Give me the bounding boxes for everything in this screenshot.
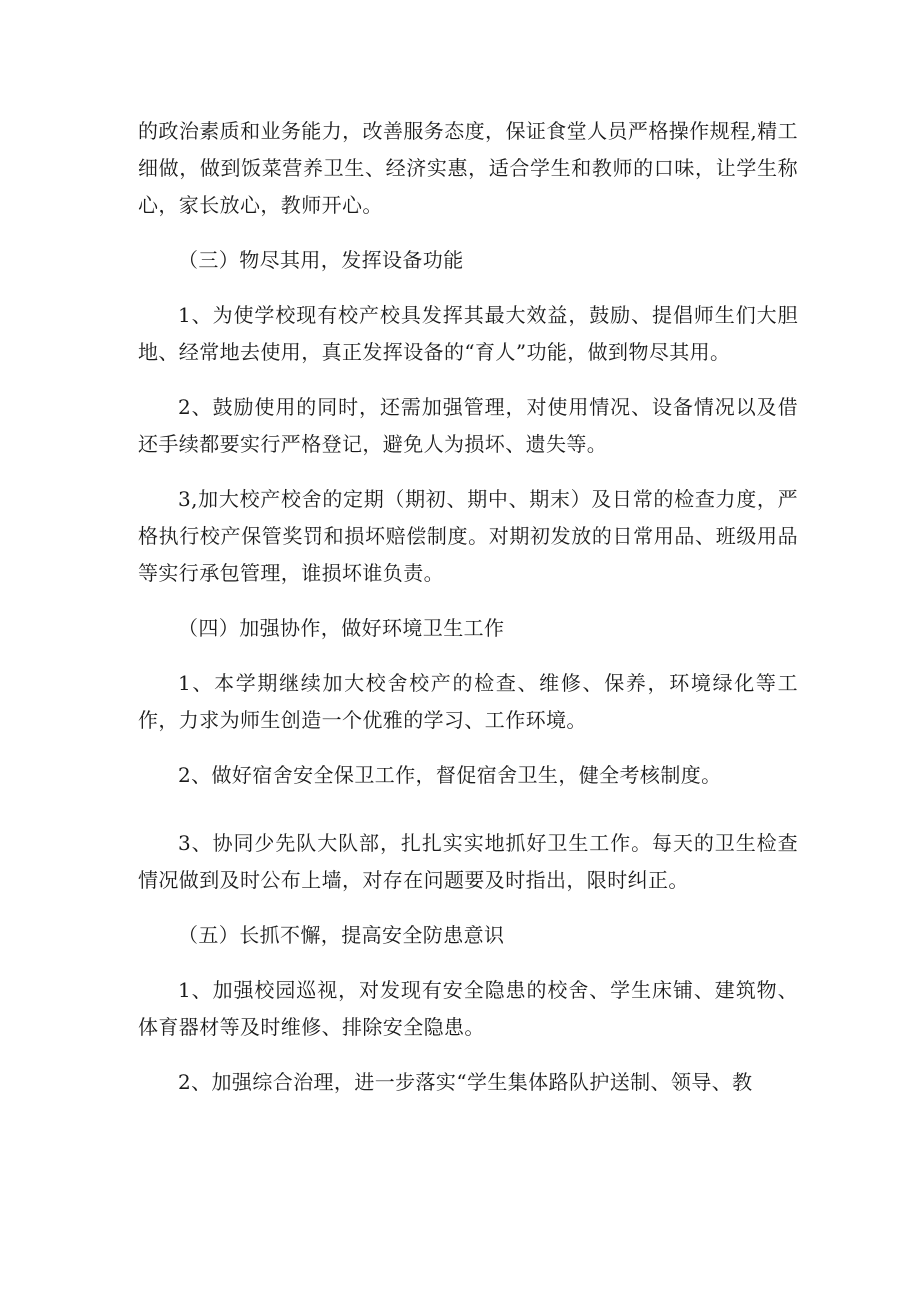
paragraph-item: 2、做好宿舍安全保卫工作，督促宿舍卫生，健全考核制度。 — [178, 763, 722, 787]
paragraph-item: 3,加大校产校舍的定期（期初、期中、期末）及日常的检查力度，严格执行校产保管奖罚和损坏赔偿制度。对期初发放的日常用品、班级用品等实行承包管理，谁损坏谁负责。 — [138, 487, 798, 585]
paragraph-item: 1、为使学校现有校产校具发挥其最大效益，鼓励、提倡师生们大胆地、经常地去使用，真正发挥设备的“育人”功能，做到物尽其用。 — [138, 303, 798, 364]
paragraph-item: 3、协同少先队大队部，扎扎实实地抓好卫生工作。每天的卫生检查情况做到及时公布上墙，对存在问题要及时指出，限时纠正。 — [138, 831, 798, 892]
document-page — [138, 113, 798, 1101]
section-heading-3: （三）物尽其用，发挥设备功能 — [178, 248, 464, 272]
section-heading-4: （四）加强协作，做好环境卫生工作 — [178, 616, 505, 640]
section-heading-5: （五）长抓不懈，提高安全防患意识 — [178, 923, 505, 947]
paragraph-item: 1、加强校园巡视，对发现有安全隐患的校舍、学生床铺、建筑物、体育器材等及时维修、排除安全隐患。 — [138, 978, 798, 1039]
paragraph-item: 1、本学期继续加大校舍校产的检查、维修、保养，环境绿化等工作，力求为师生创造一个优雅的学习、工作环境。 — [138, 671, 798, 732]
paragraph-continuation: 的政治素质和业务能力，改善服务态度，保证食堂人员严格操作规程,精工细做，做到饭菜营养卫生、经济实惠，适合学生和教师的口味，让学生称心，家长放心，教师开心。 — [138, 119, 798, 217]
paragraph-item: 2、加强综合治理，进一步落实“学生集体路队护送制、领导、教 — [178, 1070, 753, 1094]
paragraph-item: 2、鼓励使用的同时，还需加强管理，对使用情况、设备情况以及借还手续都要实行严格登记，避免人为损坏、遗失等。 — [138, 395, 798, 456]
